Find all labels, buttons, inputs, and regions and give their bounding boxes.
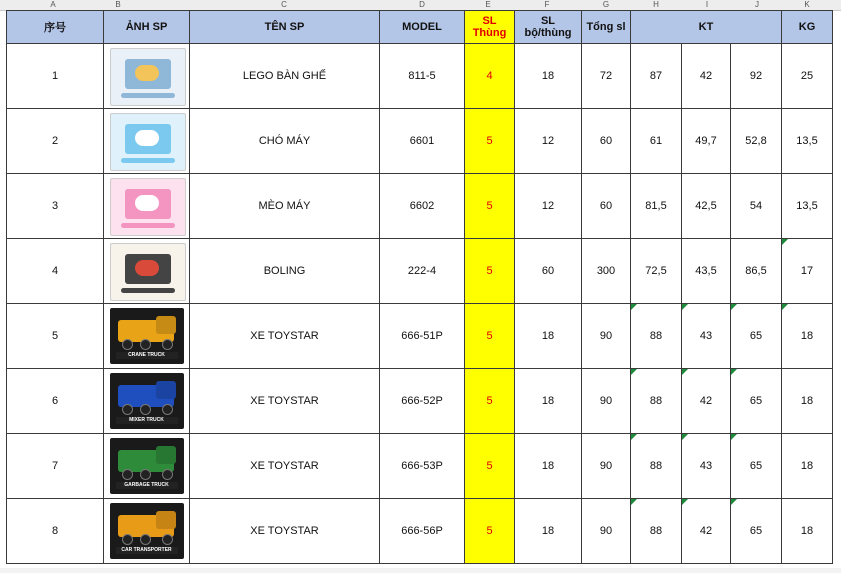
cell-cartons[interactable]: 5 [465, 174, 515, 239]
cell-sets-per-carton[interactable]: 18 [515, 304, 582, 369]
header-cartons-line2: Thùng [472, 27, 507, 39]
column-letter-j[interactable]: J [755, 0, 759, 9]
cell-length[interactable]: 61 [631, 109, 682, 174]
header-row [7, 11, 833, 44]
cell-weight[interactable]: 17 [782, 239, 833, 304]
cell-total-qty[interactable]: 90 [582, 369, 631, 434]
cell-weight[interactable]: 25 [782, 44, 833, 109]
cell-height[interactable]: 54 [731, 174, 782, 239]
cell-image[interactable] [104, 434, 190, 499]
cell-product-name[interactable]: XE TOYSTAR [190, 499, 380, 564]
cell-height[interactable]: 92 [731, 44, 782, 109]
cell-cartons[interactable]: 5 [465, 499, 515, 564]
cell-stt[interactable]: 3 [7, 174, 104, 239]
cell-sets-per-carton[interactable]: 18 [515, 369, 582, 434]
cell-cartons[interactable]: 4 [465, 44, 515, 109]
cell-weight[interactable]: 18 [782, 499, 833, 564]
robot-cat-box-image [110, 178, 184, 234]
cell-sets-per-carton[interactable]: 18 [515, 44, 582, 109]
header-sets-per-carton[interactable] [515, 11, 582, 44]
cell-stt[interactable]: 8 [7, 499, 104, 564]
cell-height[interactable]: 65 [731, 434, 782, 499]
cell-model[interactable]: 666-56P [380, 499, 465, 564]
cell-stt[interactable]: 2 [7, 109, 104, 174]
cell-total-qty[interactable]: 60 [582, 109, 631, 174]
cell-height[interactable]: 65 [731, 369, 782, 434]
cell-product-name[interactable]: XE TOYSTAR [190, 304, 380, 369]
column-letter-h[interactable]: H [653, 0, 659, 9]
cell-length[interactable]: 81,5 [631, 174, 682, 239]
cell-sets-per-carton[interactable]: 18 [515, 499, 582, 564]
column-letter-d[interactable]: D [419, 0, 425, 9]
header-product-name[interactable]: TÊN SP [190, 11, 380, 44]
header-cartons-line1: SL [482, 15, 497, 27]
table-row [7, 499, 833, 564]
cell-image[interactable] [104, 109, 190, 174]
cell-product-name[interactable]: MÈO MÁY [190, 174, 380, 239]
table-row [7, 239, 833, 304]
cell-total-qty[interactable]: 60 [582, 174, 631, 239]
cell-sets-per-carton[interactable]: 18 [515, 434, 582, 499]
cell-image[interactable] [104, 239, 190, 304]
cell-cartons[interactable]: 5 [465, 304, 515, 369]
table-row [7, 44, 833, 109]
column-letter-f[interactable]: F [544, 0, 550, 9]
cell-height[interactable]: 86,5 [731, 239, 782, 304]
cell-image[interactable] [104, 499, 190, 564]
column-letter-a[interactable]: A [50, 0, 56, 9]
cell-width[interactable]: 43,5 [682, 239, 731, 304]
cell-model[interactable]: 6602 [380, 174, 465, 239]
building-table-box-image [110, 48, 184, 104]
column-letter-k[interactable]: K [804, 0, 810, 9]
cell-cartons[interactable]: 5 [465, 239, 515, 304]
mixer-truck-box-image: MIXER TRUCK [110, 373, 184, 429]
column-letter-g[interactable]: G [602, 0, 610, 9]
cell-width[interactable]: 43 [682, 434, 731, 499]
cell-stt[interactable]: 4 [7, 239, 104, 304]
cell-height[interactable]: 52,8 [731, 109, 782, 174]
cell-image[interactable] [104, 174, 190, 239]
cell-weight[interactable]: 18 [782, 369, 833, 434]
cell-length[interactable]: 88 [631, 369, 682, 434]
cell-model[interactable]: 6601 [380, 109, 465, 174]
cell-height[interactable]: 65 [731, 499, 782, 564]
cell-total-qty[interactable]: 90 [582, 434, 631, 499]
bowling-set-box-image [110, 243, 184, 299]
crane-truck-box-image: CRANE TRUCK [110, 308, 184, 364]
column-letter-i[interactable]: I [705, 0, 709, 9]
cell-sets-per-carton[interactable]: 60 [515, 239, 582, 304]
header-sets-line1: SL [540, 15, 556, 27]
cell-total-qty[interactable]: 90 [582, 304, 631, 369]
header-cartons[interactable] [465, 11, 515, 44]
table-row [7, 304, 833, 369]
cell-width[interactable]: 42,5 [682, 174, 731, 239]
cell-model[interactable]: 666-52P [380, 369, 465, 434]
header-stt[interactable]: 序号 [7, 11, 104, 44]
next-row-peek [0, 568, 841, 573]
cell-model[interactable]: 666-51P [380, 304, 465, 369]
cell-weight[interactable]: 18 [782, 304, 833, 369]
table-row [7, 174, 833, 239]
cell-length[interactable]: 88 [631, 304, 682, 369]
cell-stt[interactable]: 5 [7, 304, 104, 369]
cell-image[interactable] [104, 44, 190, 109]
cell-sets-per-carton[interactable]: 12 [515, 109, 582, 174]
column-letter-e[interactable]: E [485, 0, 491, 9]
cell-width[interactable]: 42 [682, 44, 731, 109]
cell-width[interactable]: 43 [682, 304, 731, 369]
car-transporter-box-image: CAR TRANSPORTER [110, 503, 184, 559]
table-row [7, 369, 833, 434]
cell-cartons[interactable]: 5 [465, 369, 515, 434]
column-letter-b[interactable]: B [115, 0, 121, 9]
robot-dog-box-image [110, 113, 184, 169]
cell-width[interactable]: 49,7 [682, 109, 731, 174]
cell-cartons[interactable]: 5 [465, 434, 515, 499]
cell-model[interactable]: 811-5 [380, 44, 465, 109]
header-total-qty[interactable]: Tổng sl [582, 11, 631, 44]
cell-total-qty[interactable]: 300 [582, 239, 631, 304]
cell-height[interactable]: 65 [731, 304, 782, 369]
cell-product-name[interactable]: XE TOYSTAR [190, 434, 380, 499]
cell-cartons[interactable]: 5 [465, 109, 515, 174]
cell-weight[interactable]: 13,5 [782, 109, 833, 174]
cell-stt[interactable]: 6 [7, 369, 104, 434]
cell-total-qty[interactable]: 90 [582, 499, 631, 564]
cell-stt[interactable]: 7 [7, 434, 104, 499]
cell-product-name[interactable]: XE TOYSTAR [190, 369, 380, 434]
cell-model[interactable]: 222-4 [380, 239, 465, 304]
cell-length[interactable]: 88 [631, 434, 682, 499]
cell-length[interactable]: 88 [631, 499, 682, 564]
cell-model[interactable]: 666-53P [380, 434, 465, 499]
cell-stt[interactable]: 1 [7, 44, 104, 109]
cell-product-name[interactable]: BOLING [190, 239, 380, 304]
product-table [6, 10, 833, 564]
garbage-truck-box-image: GARBAGE TRUCK [110, 438, 184, 494]
header-dimensions[interactable]: KT [631, 11, 782, 44]
cell-product-name[interactable]: LEGO BÀN GHẾ [190, 44, 380, 109]
cell-total-qty[interactable]: 72 [582, 44, 631, 109]
cell-width[interactable]: 42 [682, 499, 731, 564]
cell-image[interactable] [104, 304, 190, 369]
cell-sets-per-carton[interactable]: 12 [515, 174, 582, 239]
header-weight[interactable]: KG [782, 11, 833, 44]
cell-image[interactable] [104, 369, 190, 434]
header-model[interactable]: MODEL [380, 11, 465, 44]
header-image[interactable]: ẢNH SP [104, 11, 190, 44]
cell-weight[interactable]: 18 [782, 434, 833, 499]
cell-length[interactable]: 87 [631, 44, 682, 109]
cell-product-name[interactable]: CHÓ MÁY [190, 109, 380, 174]
cell-width[interactable]: 42 [682, 369, 731, 434]
cell-length[interactable]: 72,5 [631, 239, 682, 304]
table-row [7, 109, 833, 174]
header-sets-line2: bộ/thùng [524, 27, 572, 39]
cell-weight[interactable]: 13,5 [782, 174, 833, 239]
table-row [7, 434, 833, 499]
column-letter-c[interactable]: C [281, 0, 287, 9]
